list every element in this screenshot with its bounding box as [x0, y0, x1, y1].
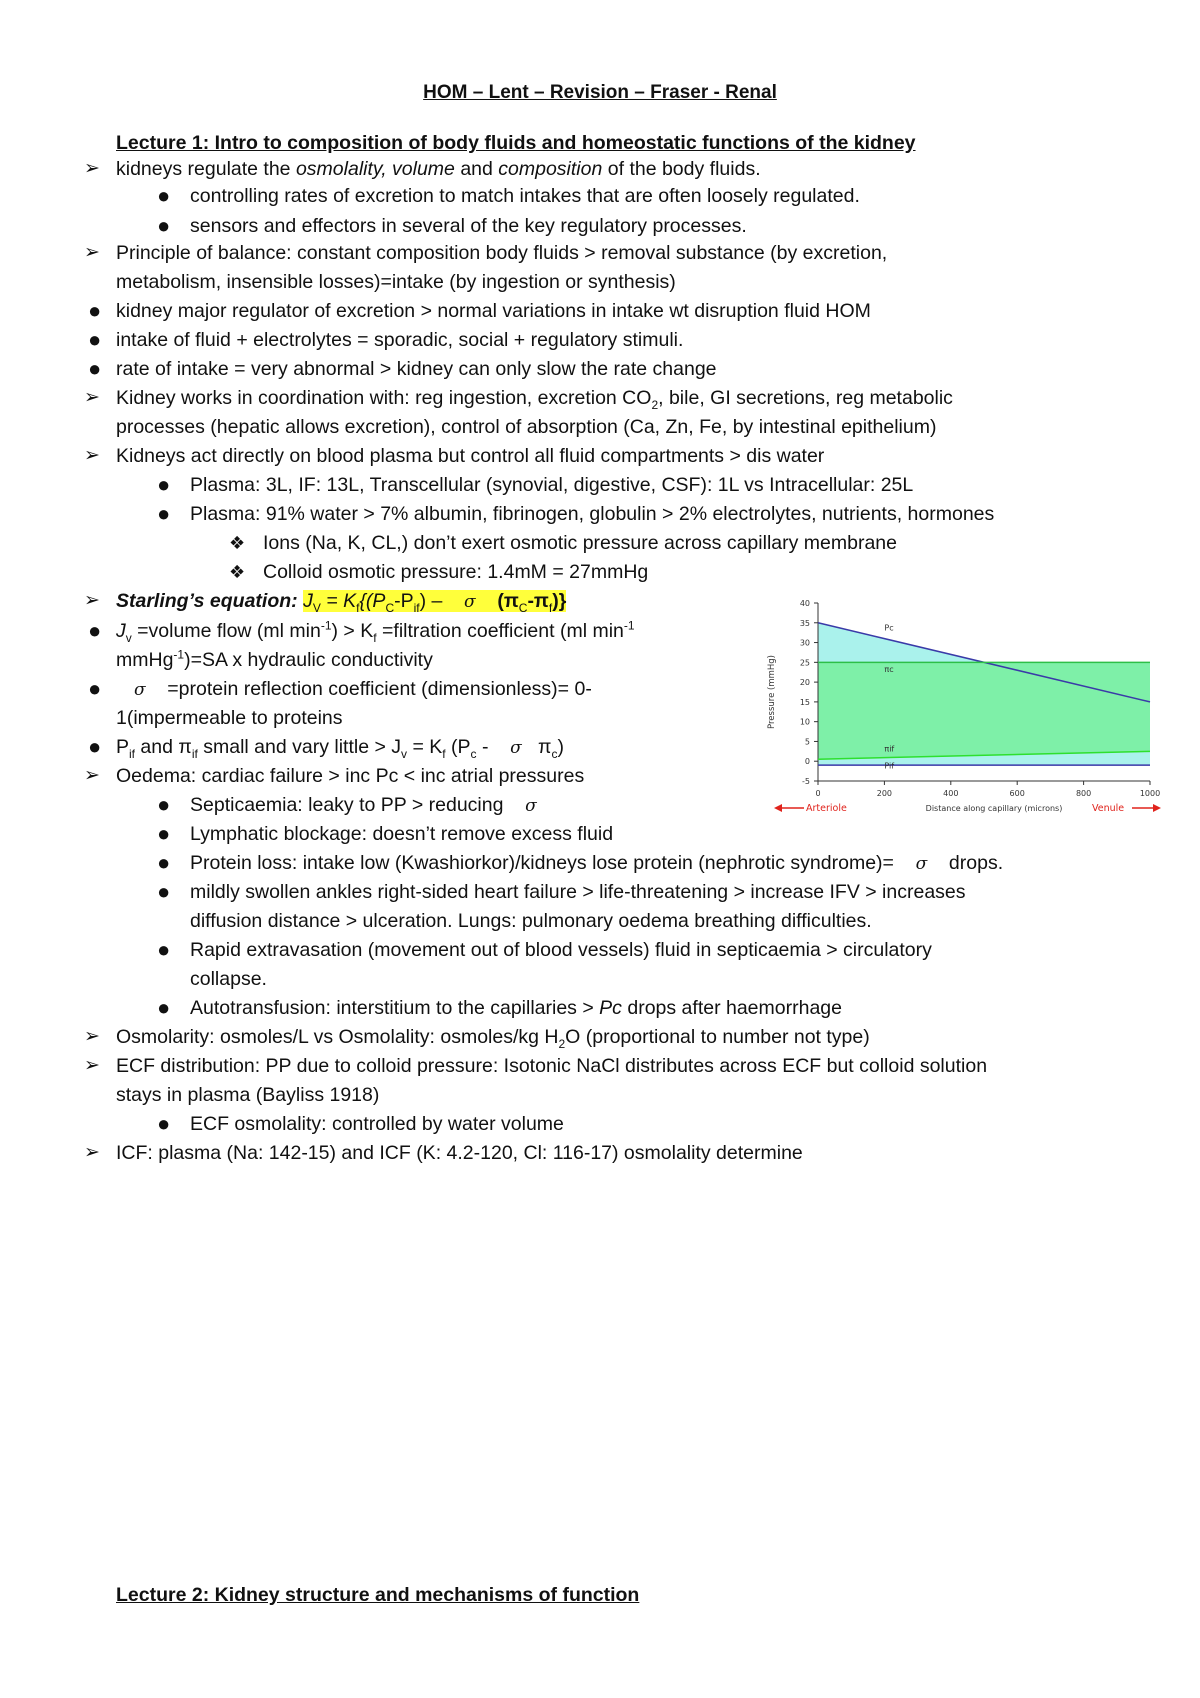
dot-bullet-icon: ● [88, 618, 102, 643]
bullet-reflection-coefficient-l2: 1(impermeable to proteins [116, 707, 343, 729]
bullet-coordination-l1: Kidney works in coordination with: reg ingestion, excretion $CO_2$, bile, GI secretions, reg metabolic [116, 387, 953, 412]
bullet-plasma-composition: Plasma: 91% water > 7% albumin, fibrinogen, globulin > 2% electrolytes, nutrients, hormones [190, 503, 995, 525]
bullet-swollen-ankles-l2: diffusion distance > ulceration. Lungs: pulmonary oedema breathing difficulties. [190, 910, 872, 932]
dot-bullet-icon: ● [157, 501, 171, 526]
arrow-bullet-icon: ➢ [84, 445, 100, 466]
bullet-protein-loss: Protein loss: intake low (Kwashiorkor)/kidneys lose protein (nephrotic syndrome)= σ drops. [190, 852, 1004, 874]
bullet-extravasation-l1: Rapid extravasation (movement out of blood vessels) fluid in septicaemia > circulatory [190, 939, 932, 961]
series-label: πif [884, 744, 895, 754]
bullet-autotransfusion: Autotransfusion: interstitium to the capillaries > Pc drops after haemorrhage [190, 997, 842, 1019]
series-label: Pc [884, 623, 894, 633]
x-tick-label: 200 [876, 789, 893, 798]
bullet-ions: Ions (Na, K, CL,) don’t exert osmotic pressure across capillary membrane [263, 532, 897, 554]
bullet-oedema: Oedema: cardiac failure > inc Pc < inc atrial pressures [116, 765, 585, 787]
lecture-2-heading: Lecture 2: Kidney structure and mechanisms of function [116, 1584, 640, 1606]
bullet-coordination-l2: processes (hepatic allows excretion), control of absorption (Ca, Zn, Fe, by intestinal epithelium) [116, 416, 937, 438]
dot-bullet-icon: ● [157, 1111, 171, 1136]
diamond-bullet-icon: ❖ [229, 562, 246, 582]
page-title: HOM – Lent – Revision – Fraser - Renal [423, 82, 777, 103]
dot-bullet-icon: ● [157, 213, 171, 238]
bullet-ecf-distribution-l1: ECF distribution: PP due to colloid pressure: Isotonic NaCl distributes across ECF but colloid solution [116, 1055, 988, 1077]
arteriole-arrowhead-icon [774, 804, 782, 812]
series-label: Pif [884, 761, 895, 771]
pic-area [818, 662, 1150, 759]
dot-bullet-icon: ● [157, 792, 171, 817]
bullet-major-regulator: kidney major regulator of excretion > normal variations in intake wt disruption fluid HOM [116, 300, 871, 322]
y-tick-label: 0 [804, 757, 810, 767]
y-tick-label: 20 [799, 678, 810, 688]
y-axis-label: Pressure (mmHg) [767, 655, 777, 729]
bullet-intake-fluid: intake of fluid + electrolytes = sporadic, social + regulatory stimuli. [116, 329, 684, 351]
bullet-rate-intake: rate of intake = very abnormal > kidney can only slow the rate change [116, 358, 717, 380]
bullet-colloid-osmotic: Colloid osmotic pressure: 1.4mM = 27mmHg [263, 561, 649, 583]
dot-bullet-icon: ● [157, 850, 171, 875]
bullet-lymphatic: Lymphatic blockage: doesn’t remove excess fluid [190, 823, 614, 845]
lecture-1-heading: Lecture 1: Intro to composition of body fluids and homeostatic functions of the kidney [116, 132, 916, 154]
venule-arrowhead-icon [1153, 804, 1161, 812]
dot-bullet-icon: ● [88, 356, 102, 381]
y-tick-label: 15 [799, 697, 810, 707]
y-tick-label: 40 [799, 599, 810, 608]
bullet-ecf-distribution-l2: stays in plasma (Bayliss 1918) [116, 1084, 380, 1106]
y-tick-label: 10 [799, 717, 810, 727]
dot-bullet-icon: ● [88, 676, 102, 701]
y-tick-label: 5 [804, 737, 810, 747]
dot-bullet-icon: ● [157, 472, 171, 497]
arrow-bullet-icon: ➢ [84, 1142, 100, 1163]
arrow-bullet-icon: ➢ [84, 1026, 100, 1047]
arteriole-label: Arteriole [806, 803, 847, 814]
bullet-kidneys-regulate: kidneys regulate the osmolality, volume and composition of the body fluids. [116, 158, 761, 180]
bullet-swollen-ankles-l1: mildly swollen ankles right-sided heart failure > life-threatening > increase IFV > increases [190, 881, 966, 903]
bullet-act-directly: Kidneys act directly on blood plasma but control all fluid compartments > dis water [116, 445, 825, 467]
bullet-volume-flow-l2: mmHg$^{-1}$)=SA x hydraulic conductivity [116, 647, 433, 671]
bullet-sensors-effectors: sensors and effectors in several of the key regulatory processes. [190, 215, 747, 237]
bullet-icf: ICF: plasma (Na: 142-15) and ICF (K: 4.2-120, Cl: 116-17) osmolality determine [116, 1142, 803, 1164]
bullet-plasma-volumes: Plasma: 3L, IF: 13L, Transcellular (synovial, digestive, CSF): 1L vs Intracellular: 25L [190, 474, 914, 496]
dot-bullet-icon: ● [88, 734, 102, 759]
bullet-pif-small: $P_{if}$ and $\pi_{if}$ small and vary little > $J_v = K_f$ ($P_c$ - σ $\pi_c$) [116, 736, 564, 761]
dot-bullet-icon: ● [88, 327, 102, 352]
starling-pressure-chart [760, 593, 1165, 833]
series-label: πc [884, 665, 894, 675]
diamond-bullet-icon: ❖ [229, 533, 246, 553]
x-tick-label: 0 [815, 789, 821, 798]
y-tick-label: 25 [799, 658, 810, 668]
starling-equation: Starling’s equation: $J_V = K_f\{(P_C-P_{if})$ – σ $(\pi_C-\pi_f)$} [116, 590, 567, 615]
bullet-osmolarity: Osmolarity: osmoles/L vs Osmolality: osmoles/kg $H_2O$ (proportional to number not type) [116, 1026, 870, 1051]
bullet-extravasation-l2: collapse. [190, 968, 267, 990]
y-tick-label: 35 [799, 618, 810, 628]
y-tick-label: -5 [802, 777, 810, 786]
x-tick-label: 600 [1009, 789, 1025, 798]
venule-label: Venule [1092, 803, 1125, 814]
bullet-reflection-coefficient-l1: σ =protein reflection coefficient (dimensionless)= 0- [134, 678, 592, 700]
dot-bullet-icon: ● [157, 995, 171, 1020]
dot-bullet-icon: ● [157, 879, 171, 904]
x-tick-label: 1000 [1139, 789, 1161, 798]
y-tick-label: 30 [799, 638, 810, 648]
bullet-controlling-rates: controlling rates of excretion to match intakes that are often loosely regulated. [190, 185, 860, 207]
arrow-bullet-icon: ➢ [84, 590, 100, 611]
arrow-bullet-icon: ➢ [84, 242, 100, 263]
bullet-septicaemia: Septicaemia: leaky to PP > reducing σ [190, 794, 537, 816]
dot-bullet-icon: ● [157, 937, 171, 962]
x-axis-label: Distance along capillary (microns) [925, 804, 1063, 813]
dot-bullet-icon: ● [157, 183, 171, 208]
arrow-bullet-icon: ➢ [84, 765, 100, 786]
arrow-bullet-icon: ➢ [84, 1055, 100, 1076]
dot-bullet-icon: ● [88, 298, 102, 323]
bullet-principle-balance-l2: metabolism, insensible losses)=intake (by ingestion or synthesis) [116, 271, 676, 293]
bullet-volume-flow-l1: $J_v$ =volume flow (ml $\min^{-1}) > K_f$ =filtration coefficient (ml $\min^{-1}$ [116, 618, 635, 645]
x-tick-label: 400 [943, 789, 959, 798]
bullet-ecf-osmolality: ECF osmolality: controlled by water volume [190, 1113, 564, 1135]
arrow-bullet-icon: ➢ [84, 387, 100, 408]
dot-bullet-icon: ● [157, 821, 171, 846]
bullet-principle-balance-l1: Principle of balance: constant composition body fluids > removal substance (by excretion, [116, 242, 888, 264]
arrow-bullet-icon: ➢ [84, 158, 100, 179]
x-tick-label: 800 [1075, 789, 1092, 798]
